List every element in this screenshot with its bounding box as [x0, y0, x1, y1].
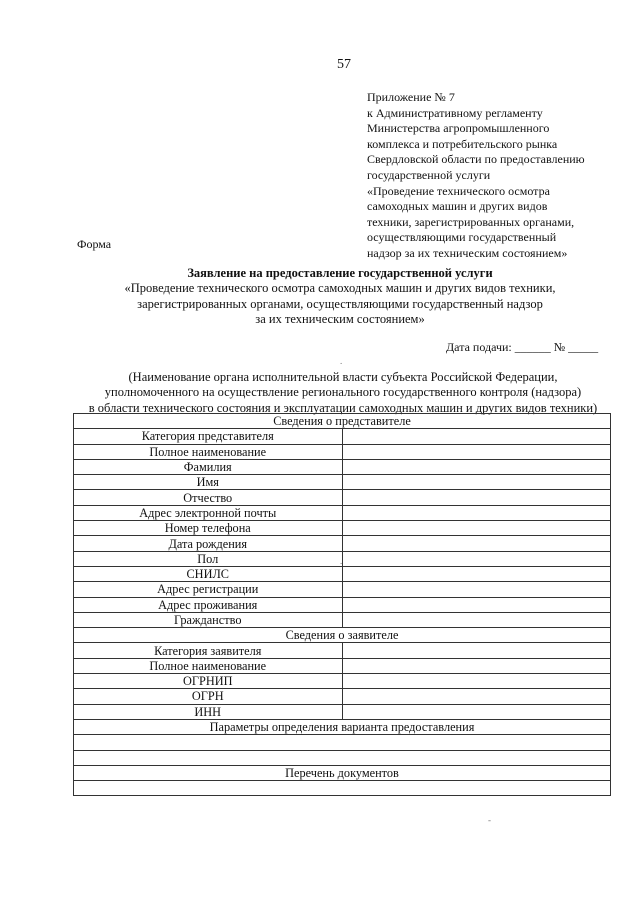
section-row [74, 719, 611, 734]
field-label: ОГРНИП [74, 674, 343, 689]
table-row [74, 536, 611, 551]
table-row [74, 582, 611, 597]
field-label: Номер телефона [74, 521, 343, 536]
ogrnip-field[interactable] [342, 674, 611, 689]
annex-line: Приложение № 7 [367, 90, 455, 104]
annex-line: государственной услуги [367, 167, 491, 182]
table-row [74, 475, 611, 490]
scan-artifact: - [488, 815, 491, 825]
table-row [74, 781, 611, 796]
field-label: Отчество [74, 490, 343, 505]
authority-line: уполномоченного на осуществление регионального государственного контроля (надзора) [104, 385, 582, 400]
field-label: Полное наименование [74, 658, 343, 673]
representative-section-header: Сведения о представителе [74, 414, 611, 429]
table-row [74, 674, 611, 689]
annex-line: Министерства агропромышленного [367, 121, 550, 136]
annex-line: техники, зарегистрированных органами, [367, 214, 575, 229]
params-section-header: Параметры определения варианта предоставления [74, 719, 611, 734]
params-empty-row[interactable] [74, 735, 611, 750]
table-row [74, 505, 611, 520]
email-field[interactable] [342, 505, 611, 520]
applicant-category-field[interactable] [342, 643, 611, 658]
table-row [74, 459, 611, 474]
field-label: Адрес регистрации [74, 582, 343, 597]
scan-artifact: . [340, 556, 343, 566]
table-row [74, 658, 611, 673]
surname-field[interactable] [342, 459, 611, 474]
table-row [74, 597, 611, 612]
patronymic-field[interactable] [342, 490, 611, 505]
application-form-table [73, 413, 611, 796]
table-row [74, 444, 611, 459]
annex-line: «Проведение технического осмотра [367, 183, 550, 198]
annex-line: надзор за их техническим состоянием» [367, 245, 568, 260]
table-row [74, 490, 611, 505]
title-heading: Заявление на предоставление государственной услуги [187, 266, 493, 280]
snils-field[interactable] [342, 566, 611, 581]
table-row [74, 429, 611, 444]
representative-category-field[interactable] [342, 429, 611, 444]
birth-date-field[interactable] [342, 536, 611, 551]
table-row [74, 566, 611, 581]
documents-section-header: Перечень документов [74, 765, 611, 780]
annex-line: к Административному регламенту [367, 105, 543, 120]
field-label: Имя [74, 475, 343, 490]
authority-line: в области технического состояния и эксплуатации самоходных машин и других видов техники) [88, 400, 598, 415]
ogrn-field[interactable] [342, 689, 611, 704]
field-label: Категория заявителя [74, 643, 343, 658]
first-name-field[interactable] [342, 475, 611, 490]
table-row [74, 612, 611, 627]
page-number: 57 [337, 57, 351, 72]
params-empty-row[interactable] [74, 750, 611, 765]
field-label: Фамилия [74, 459, 343, 474]
title-line: за их техническим состоянием» [255, 311, 425, 326]
annex-line: комплекса и потребительского рынка [367, 136, 558, 151]
title-line: зарегистрированных органами, осуществляющими государственный надзор [137, 296, 543, 311]
document-title [60, 266, 620, 327]
phone-field[interactable] [342, 521, 611, 536]
title-line: «Проведение технического осмотра самоходных машин и других видов техники, [124, 281, 556, 296]
field-label: Адрес электронной почты [74, 505, 343, 520]
field-label: СНИЛС [74, 566, 343, 581]
authority-name-block [68, 370, 618, 416]
annex-line: осуществляющими государственный [367, 230, 557, 245]
authority-line: (Наименование органа исполнительной власти субъекта Российской Федерации, [128, 370, 558, 384]
section-row [74, 414, 611, 429]
citizenship-field[interactable] [342, 612, 611, 627]
form-label: Форма [77, 237, 112, 251]
annex-header [367, 90, 627, 262]
section-row [74, 765, 611, 780]
gender-field[interactable] [342, 551, 611, 566]
annex-line: Свердловской области по предоставлению [367, 152, 585, 167]
registration-address-field[interactable] [342, 582, 611, 597]
scan-artifact: . [340, 356, 343, 366]
field-label: Адрес проживания [74, 597, 343, 612]
table-row [74, 689, 611, 704]
table-row [74, 735, 611, 750]
field-label: Категория представителя [74, 429, 343, 444]
table-row [74, 704, 611, 719]
field-label: ИНН [74, 704, 343, 719]
field-label: Полное наименование [74, 444, 343, 459]
annex-line: самоходных машин и других видов [367, 199, 548, 214]
field-label: Дата рождения [74, 536, 343, 551]
residence-address-field[interactable] [342, 597, 611, 612]
documents-empty-row[interactable] [74, 781, 611, 796]
table-row [74, 750, 611, 765]
applicant-full-name-field[interactable] [342, 658, 611, 673]
inn-field[interactable] [342, 704, 611, 719]
submission-date-line: Дата подачи: ______ № _____ [446, 340, 599, 354]
field-label: ОГРН [74, 689, 343, 704]
section-row [74, 628, 611, 643]
field-label: Гражданство [74, 612, 343, 627]
representative-full-name-field[interactable] [342, 444, 611, 459]
table-row [74, 643, 611, 658]
table-row [74, 521, 611, 536]
field-label: Пол [74, 551, 343, 566]
applicant-section-header: Сведения о заявителе [74, 628, 611, 643]
